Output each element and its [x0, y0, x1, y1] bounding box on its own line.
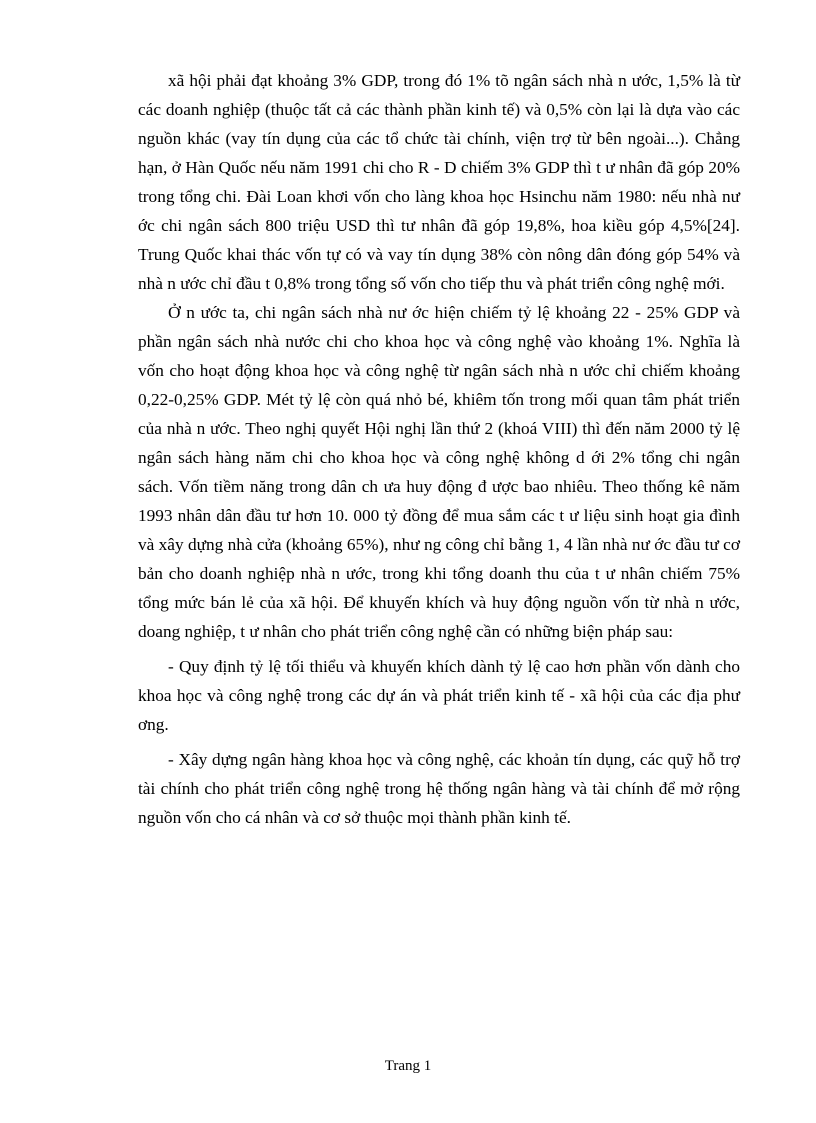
paragraph-measure-minimum-ratio: - Quy định tỷ lệ tối thiểu và khuyến khích dành tỷ lệ cao hơn phần vốn dành cho khoa học và công nghệ trong các dự án và phát triển kinh tế - xã hội của các địa phư ơng.	[138, 657, 740, 734]
paragraph-vietnam-budget: Ở n ước ta, chi ngân sách nhà nư ớc hiện chiếm tỷ lệ khoảng 22 - 25% GDP và phần ngân sách nhà nước chi cho khoa học và công nghệ vào khoảng 1%. Nghĩa là vốn cho hoạt động khoa học và công nghệ từ ngân sách nhà n ước chỉ chiếm khoảng 0,22-0,25% GDP. Mét tỷ lệ còn quá nhỏ bé, khiêm tốn trong mối quan tâm phát triển của nhà n ước. Theo nghị quyết Hội nghị lần thứ 2 (khoá VIII) thì đến năm 2000 tỷ lệ ngân sách hàng năm chi cho khoa học và công nghệ không d ới 2% tổng chi ngân sách. Vốn tiềm năng trong dân ch ưa huy động đ ược bao nhiêu. Theo thống kê năm 1993 nhân dân đầu tư hơn 10. 000 tỷ đồng để mua sắm các t ư liệu sinh hoạt gia đình và xây dựng nhà cửa (khoảng 65%), như ng công chỉ bằng 1, 4 lần nhà nư ớc đầu tư cơ bản cho doanh nghiệp nhà n ước, trong khi tổng doanh thu của t ư nhân chiếm 75% tổng mức bán lẻ của xã hội. Để khuyến khích và huy động nguồn vốn từ nhà n ước, doang nghiệp, t ư nhân cho phát triển công nghệ cần có những biện pháp sau:	[138, 303, 740, 641]
page-footer	[0, 1056, 816, 1076]
page-label: Trang	[384, 1058, 421, 1074]
paragraph-measure-science-bank: - Xây dựng ngân hàng khoa học và công nghệ, các khoản tín dụng, các quỹ hỗ trợ tài chính cho phát triển công nghệ trong hệ thống ngân hàng và tài chính để mở rộng nguồn vốn cho cá nhân và cơ sở thuộc mọi thành phần kinh tế.	[138, 750, 740, 827]
document-body	[138, 66, 740, 832]
page-number: 1	[423, 1058, 432, 1074]
paragraph-funding-shares: xã hội phải đạt khoảng 3% GDP, trong đó 1% tõ ngân sách nhà n ước, 1,5% là từ các doanh nghiệp (thuộc tất cả các thành phần kinh tế) và 0,5% còn lại là dựa vào các nguồn khác (vay tín dụng của các tổ chức tài chính, viện trợ từ bên ngoài...). Chẳng hạn, ở Hàn Quốc nếu năm 1991 chi cho R - D chiếm 3% GDP thì t ư nhân đã góp 20% trong tổng chi. Đài Loan khơi vốn cho làng khoa học Hsinchu năm 1980: nếu nhà nư ớc chi ngân sách 800 triệu USD thì tư nhân đã góp 19,8%, hoa kiều góp 4,5%[24]. Trung Quốc khai thác vốn tự có và vay tín dụng 38% còn nông dân đóng góp 54% và nhà n ước chỉ đầu t 0,8% trong tổng số vốn cho tiếp thu và phát triển công nghệ mới.	[138, 71, 740, 293]
